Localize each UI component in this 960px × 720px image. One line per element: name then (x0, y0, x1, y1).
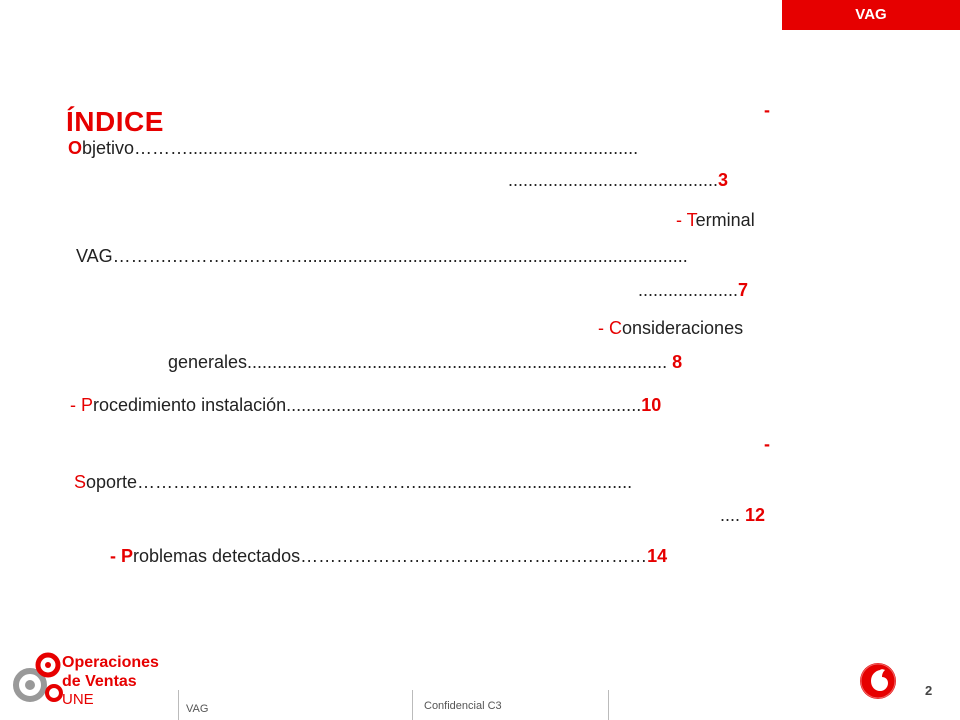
toc-page-number: 3 (718, 170, 729, 190)
toc-text: rocedimiento instalación....................................................................... (93, 395, 642, 415)
toc-item-problemas[interactable] (110, 546, 667, 567)
toc-leader: generales.................................................................................... (168, 352, 673, 372)
footer-divider (608, 690, 609, 720)
toc-initial: - C (598, 318, 622, 338)
header-tag: VAG (782, 0, 960, 30)
logo-text-line2: de Ventas (62, 673, 137, 690)
page-title: ÍNDICE (66, 106, 164, 137)
toc-page-number: 12 (745, 505, 766, 525)
toc-text: onsideraciones (622, 318, 744, 338)
toc-page-number: 10 (641, 395, 662, 415)
toc-leader: .......................................... (508, 170, 719, 190)
toc-initial: S (74, 472, 87, 492)
logo-text-line3: UNE (62, 691, 94, 708)
toc-item-objetivo[interactable] (68, 138, 638, 159)
toc-item-procedimiento[interactable] (70, 395, 661, 416)
toc-item-soporte-cont (720, 505, 765, 526)
toc-page-number: 7 (738, 280, 749, 300)
gears-icon (10, 645, 70, 711)
logo-text-line1: Operaciones (62, 654, 159, 671)
toc-leader: .... (720, 505, 746, 525)
toc-item-consideraciones-cont (168, 352, 682, 373)
toc-text: oporte…………………………..……………........................................... (86, 472, 633, 492)
footer-confidential-label: Confidencial C3 (424, 700, 502, 712)
toc-initial: O (68, 138, 83, 158)
toc-item-terminal-cont: VAG……….………….………............................................................................. (76, 246, 688, 266)
toc-item-soporte[interactable] (74, 472, 632, 493)
toc-item-objetivo-cont (508, 170, 728, 191)
toc-initial: - T (676, 210, 696, 230)
toc-item-terminal-cont2 (638, 280, 748, 301)
vodafone-icon (858, 661, 898, 701)
toc-initial: - P (110, 546, 134, 566)
footer-divider (412, 690, 413, 720)
toc-text: roblemas detectados………………………………………….……… (133, 546, 648, 566)
toc-text: bjetivo……….......................................................................................... (82, 138, 639, 158)
toc-item-terminal[interactable] (676, 210, 755, 231)
footer-left-label: VAG (186, 703, 209, 715)
toc-leader: .................... (638, 280, 739, 300)
footer-divider (178, 690, 179, 720)
toc-text: erminal (695, 210, 755, 230)
toc-item-consideraciones[interactable] (598, 318, 743, 339)
toc-page-number: 14 (647, 546, 668, 566)
toc-initial: - P (70, 395, 94, 415)
toc-page-number: 8 (672, 352, 683, 372)
page-number: 2 (925, 683, 933, 698)
toc-dash: - (764, 434, 770, 454)
toc-dash: - (764, 100, 770, 120)
company-logo (10, 645, 170, 711)
